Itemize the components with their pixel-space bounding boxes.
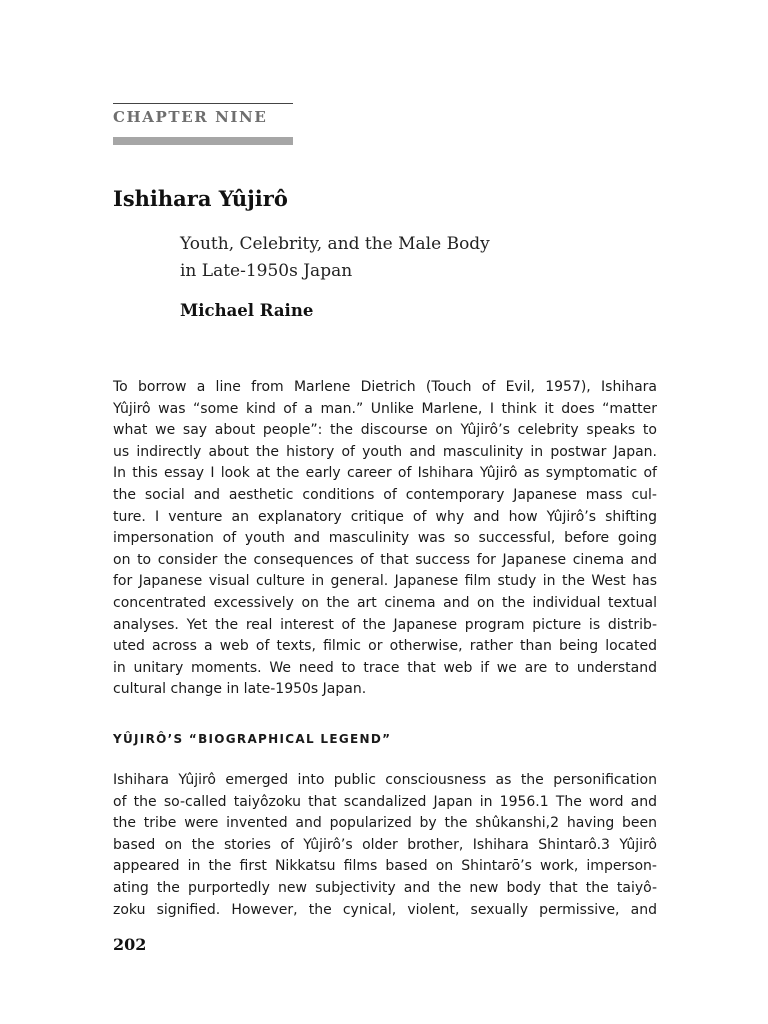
intro-line: To borrow a line from Marlene Dietrich (Touch of Evil, 1957), Ishihara	[113, 379, 657, 395]
intro-line: impersonation of youth and masculinity was so successful, before going	[113, 530, 657, 547]
section-paragraph	[113, 770, 657, 921]
section-line: zoku signified. However, the cynical, violent, sexually permissive, and	[113, 901, 657, 918]
section-line: based on the stories of Yûjirô’s older brother, Ishihara Shintarô.3 Yûjirô	[113, 836, 657, 853]
intro-paragraph	[113, 377, 657, 701]
subtitle-line-1: Youth, Celebrity, and the Male Body	[180, 234, 490, 254]
chapter-rule-top	[113, 103, 293, 104]
intro-line: concentrated excessively on the art cinema and on the individual textual	[113, 594, 657, 611]
section-heading: YÛJIRÔ’S “BIOGRAPHICAL LEGEND”	[113, 732, 392, 746]
intro-line: cultural change in late-1950s Japan.	[113, 681, 367, 698]
intro-line: the social and aesthetic conditions of contemporary Japanese mass cul-	[113, 486, 657, 503]
chapter-title: Ishihara Yûjirô	[113, 186, 288, 211]
intro-line: for Japanese visual culture in general. Japanese film study in the West has	[113, 573, 657, 590]
intro-line: uted across a web of texts, filmic or otherwise, rather than being located	[113, 638, 657, 655]
chapter-rule-bottom	[113, 137, 293, 145]
section-line: ating the purportedly new subjectivity and the new body that the taiyô-	[113, 879, 657, 896]
intro-line: on to consider the consequences of that success for Japanese cinema and	[113, 551, 657, 568]
intro-line: what we say about people”: the discourse on Yûjirô’s celebrity speaks to	[113, 422, 657, 439]
chapter-label: CHAPTER NINE	[113, 108, 268, 126]
page-number: 202	[113, 935, 147, 954]
section-line: Ishihara Yûjirô emerged into public consciousness as the personification	[113, 772, 657, 788]
intro-line: us indirectly about the history of youth and masculinity in postwar Japan.	[113, 443, 657, 460]
chapter-subtitle	[180, 231, 490, 285]
section-line: appeared in the first Nikkatsu films based on Shintarō’s work, imperson-	[113, 858, 657, 875]
intro-line: ture. I venture an explanatory critique of why and how Yûjirô’s shifting	[113, 508, 657, 525]
intro-line: in unitary moments. We need to trace that web if we are to understand	[113, 659, 657, 676]
section-line: of the so-called taiyôzoku that scandalized Japan in 1956.1 The word and	[113, 793, 657, 810]
intro-line: analyses. Yet the real interest of the Japanese program picture is distrib-	[113, 616, 657, 633]
author-name: Michael Raine	[180, 301, 314, 320]
section-line: the tribe were invented and popularized by the shûkanshi,2 having been	[113, 815, 657, 832]
intro-line: In this essay I look at the early career of Ishihara Yûjirô as symptomatic of	[113, 465, 657, 482]
subtitle-line-2: in Late-1950s Japan	[180, 261, 353, 281]
intro-line: Yûjirô was “some kind of a man.” Unlike Marlene, I think it does “matter	[113, 400, 657, 417]
